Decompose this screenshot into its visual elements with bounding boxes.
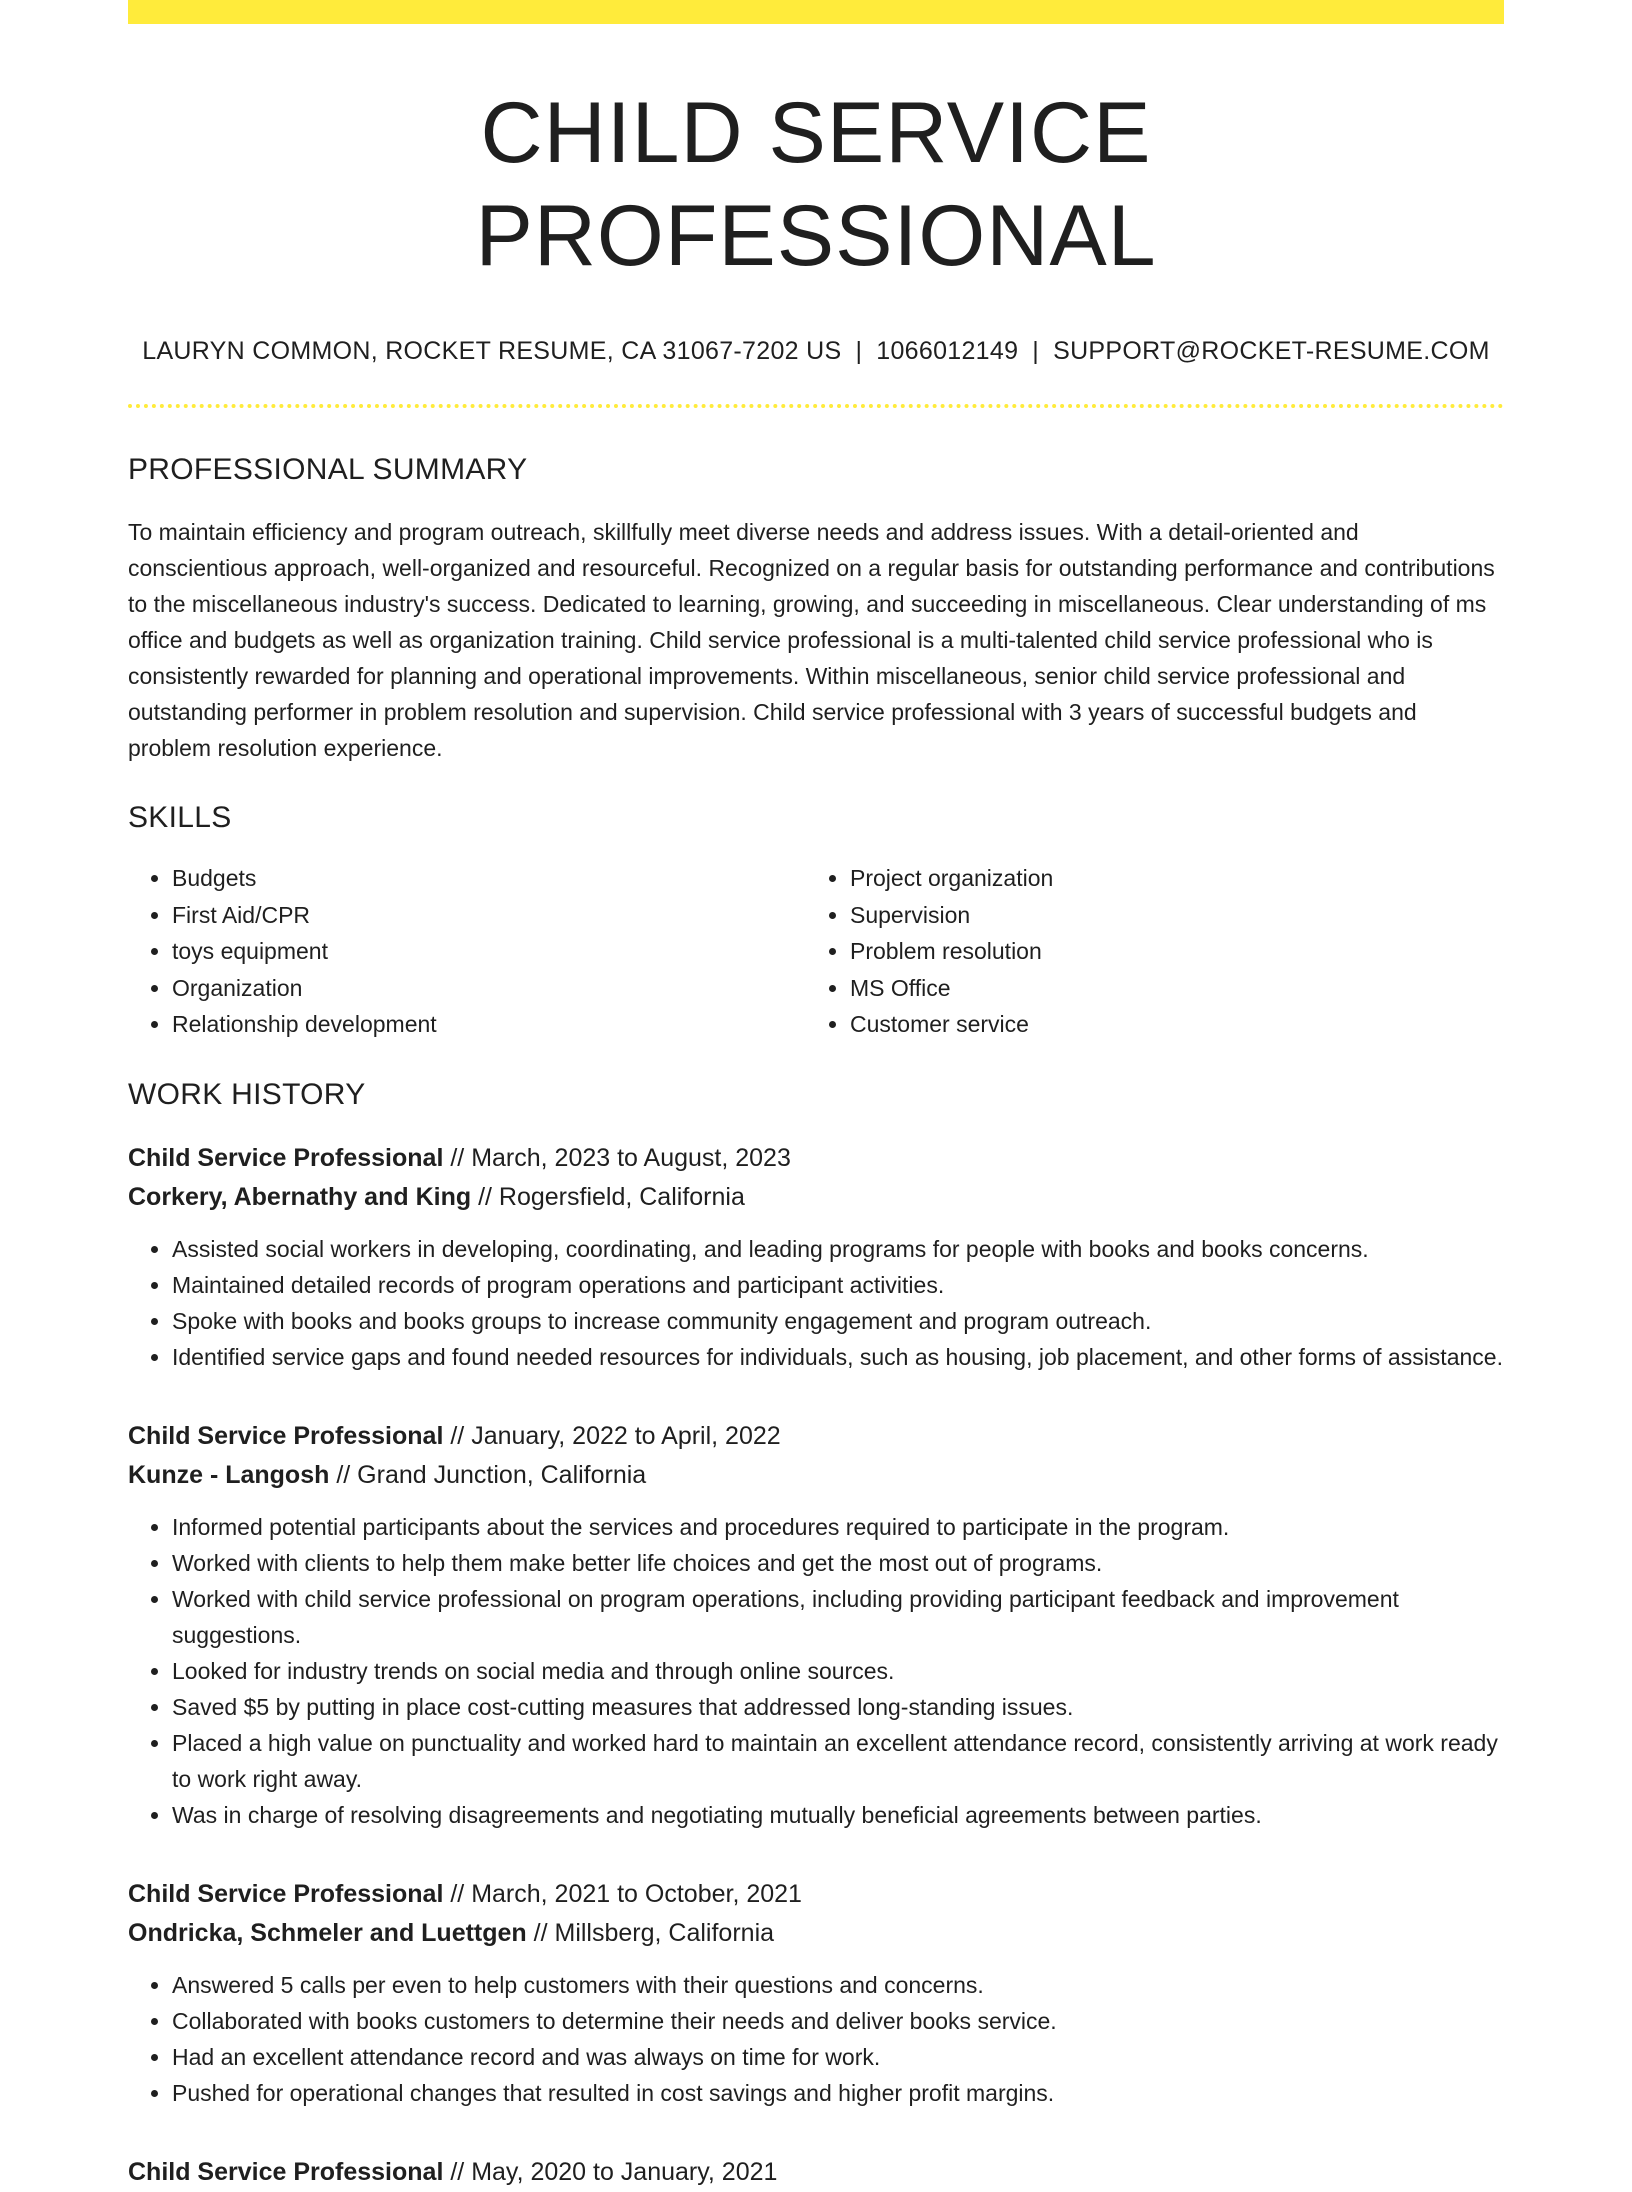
job-location: // Rogersfield, California (471, 1182, 745, 1211)
resume-page (128, 0, 1504, 2192)
skill-item: • Customer service (850, 1006, 1484, 1043)
job-bullet: • Worked with clients to help them make better life choices and get the most out of programs. (172, 1545, 1504, 1581)
skills-heading: SKILLS (128, 801, 232, 835)
skill-item: • First Aid/CPR (172, 897, 806, 934)
skill-item: • Supervision (850, 897, 1484, 934)
skill-item: • Relationship development (172, 1006, 806, 1043)
job-bullet: • Worked with child service professional on program operations, including providing participant feedback and improvement suggestions. (172, 1581, 1504, 1653)
skill-item: • MS Office (850, 970, 1484, 1007)
job-bullet: • Identified service gaps and found needed resources for individuals, such as housing, job placement, and other forms of assistance. (172, 1339, 1504, 1375)
job-bullet: • Had an excellent attendance record and was always on time for work. (172, 2039, 1504, 2075)
skill-item: • Organization (172, 970, 806, 1007)
job-bullet: • Placed a high value on punctuality and worked hard to maintain an excellent attendance record, consistently arriving at work ready to work right away. (172, 1725, 1504, 1797)
skills-column-right (806, 860, 1484, 1043)
summary-text: To maintain efficiency and program outreach, skillfully meet diverse needs and address issues. With a detail-oriented and conscientious approach, well-organized and resourceful. Recognized on a regular basis for outstanding performance and contributions to the miscellaneous industry's success. Dedicated to learning, growing, and succeeding in miscellaneous. Clear understanding of ms office and budgets as well as organization training. Child service professional is a multi-talented child service professional who is consistently rewarded for planning and operational improvements. Within miscellaneous, senior child service professional and outstanding performer in problem resolution and supervision. Child service professional with 3 years of successful budgets and problem resolution experience. (128, 519, 1495, 762)
job-bullets (128, 1509, 1504, 1833)
contact-line (128, 336, 1504, 366)
skill-item: • Budgets (172, 860, 806, 897)
job-entry (128, 2153, 1504, 2192)
work-history-heading: WORK HISTORY (128, 1077, 366, 1111)
job-entry (128, 1139, 1504, 1375)
job-company-line (128, 1456, 1504, 1495)
job-title-line (128, 2153, 1504, 2192)
job-company: Corkery, Abernathy and King (128, 1182, 472, 1211)
skill-item: • Problem resolution (850, 933, 1484, 970)
job-company: Ondricka, Schmeler and Luettgen (128, 1918, 527, 1947)
skills-list (128, 860, 1504, 1043)
job-bullet: • Spoke with books and books groups to increase community engagement and program outreach. (172, 1303, 1504, 1339)
job-bullet: • Informed potential participants about the services and procedures required to participate in the program. (172, 1509, 1504, 1545)
accent-bar (128, 0, 1504, 24)
job-bullet: • Collaborated with books customers to determine their needs and deliver books service. (172, 2003, 1504, 2039)
job-title: Child Service Professional (128, 2157, 444, 2186)
contact-separator: | (855, 337, 863, 366)
job-company-line (128, 1178, 1504, 1217)
job-title-line (128, 1875, 1504, 1914)
skill-item: • toys equipment (172, 933, 806, 970)
job-bullet: • Maintained detailed records of program operations and participant activities. (172, 1267, 1504, 1303)
job-bullet: • Looked for industry trends on social media and through online sources. (172, 1653, 1504, 1689)
job-dates: // March, 2021 to October, 2021 (443, 1879, 802, 1908)
contact-separator: | (1032, 337, 1040, 366)
contact-address: LAURYN COMMON, ROCKET RESUME, CA 31067-7202 US (142, 337, 842, 366)
contact-email: SUPPORT@ROCKET-RESUME.COM (1053, 337, 1490, 366)
job-entry (128, 1875, 1504, 2111)
contact-phone: 1066012149 (876, 337, 1019, 366)
job-location: // Grand Junction, California (329, 1460, 647, 1489)
job-title: Child Service Professional (128, 1421, 444, 1450)
dotted-divider (128, 404, 1504, 408)
job-company: Kunze - Langosh (128, 1460, 330, 1489)
job-title: Child Service Professional (128, 1879, 444, 1908)
job-dates: // May, 2020 to January, 2021 (443, 2157, 778, 2186)
job-bullet: • Saved $5 by putting in place cost-cutting measures that addressed long-standing issues. (172, 1689, 1504, 1725)
job-bullet: • Assisted social workers in developing, coordinating, and leading programs for people with books and books concerns. (172, 1231, 1504, 1267)
job-entry (128, 1417, 1504, 1833)
skill-item: • Project organization (850, 860, 1484, 897)
job-dates: // March, 2023 to August, 2023 (443, 1143, 791, 1172)
skills-column-left (128, 860, 806, 1043)
job-bullets (128, 1231, 1504, 1375)
summary-heading: PROFESSIONAL SUMMARY (128, 453, 528, 487)
job-title: Child Service Professional (128, 1143, 444, 1172)
job-title-line (128, 1139, 1504, 1178)
job-location: // Millsberg, California (526, 1918, 775, 1947)
job-bullets (128, 1967, 1504, 2111)
resume-name: CHILD SERVICE PROFESSIONAL (475, 85, 1157, 285)
job-dates: // January, 2022 to April, 2022 (443, 1421, 781, 1450)
job-bullet: • Answered 5 calls per even to help customers with their questions and concerns. (172, 1967, 1504, 2003)
job-bullet: • Was in charge of resolving disagreements and negotiating mutually beneficial agreements between parties. (172, 1797, 1504, 1833)
job-company-line (128, 1914, 1504, 1953)
job-bullet: • Pushed for operational changes that resulted in cost savings and higher profit margins. (172, 2075, 1504, 2111)
job-title-line (128, 1417, 1504, 1456)
